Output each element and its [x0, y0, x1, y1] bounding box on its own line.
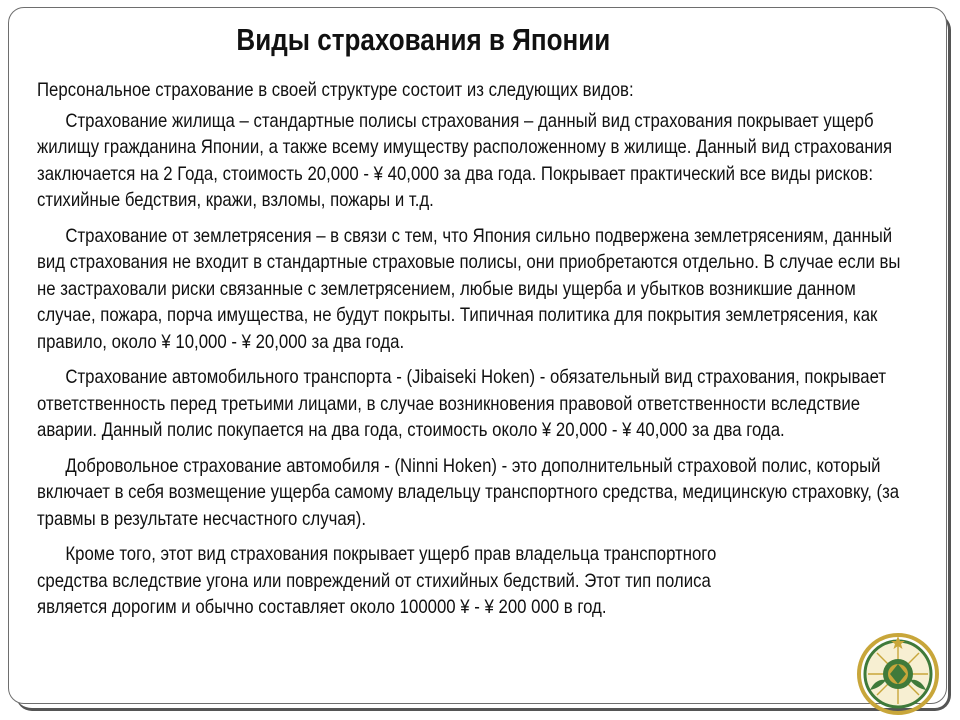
- paragraph-home-insurance: Страхование жилища – стандартные полисы страхования – данный вид страхования покрывает ущерб жилищу гражданина Японии, а также всему имуществу расположенному в жилище. Данный вид страхования заключается на 2 Года, стоимость 20,000 - ¥ 40,000 за два года. Покрывает практический все виды рисков: стихийные бедствия, кражи, взломы, пожары и т.д.: [37, 109, 893, 211]
- text-body: [37, 77, 918, 630]
- paragraph-earthquake-insurance: Страхование от землетрясения – в связи с тем, что Япония сильно подвержена землетрясениям, данный вид страхования не входит в стандартные страховые полисы, они приобретаются отдельно. В случае если вы не застраховали риски связанные с землетрясением, любые виды ущерба и убытков возникшие данном случае, пожара, порча имущества, не будут покрыты. Типичная политика для покрытия землетрясения, как правило, около ¥ 10,000 - ¥ 20,000 за два года.: [37, 224, 901, 353]
- paragraph-additional-coverage: Кроме того, этот вид страхования покрывает ущерб прав владельца транспортного средства вследствие угона или повреждений от стихийных бедствий. Этот тип полиса является дорогим и обычно составляет около 100000 ¥ - ¥ 200 000 в год.: [37, 543, 717, 618]
- lead-paragraph: Персональное страхование в своей структуре состоит из следующих видов:: [37, 79, 634, 101]
- page-title: Виды страхования в Японии: [236, 22, 611, 57]
- paragraph-mandatory-auto-insurance: Страхование автомобильного транспорта - (Jibaiseki Hoken) - обязательный вид страхования, покрывает ответственность перед третьими лицами, в случае возникновения правовой ответственности вследствие аварии. Данный полис покупается на два года, стоимость около ¥ 20,000 - ¥ 40,000 за два года.: [37, 366, 887, 441]
- paragraph-voluntary-auto-insurance: Добровольное страхование автомобиля - (Ninni Hoken) - это дополнительный страховой полис, который включает в себя возмещение ущерба самому владельцу транспортного средства, медицинскую страховку, (за травмы в результате несчастного случая).: [37, 454, 900, 530]
- state-emblem-icon: [856, 630, 940, 716]
